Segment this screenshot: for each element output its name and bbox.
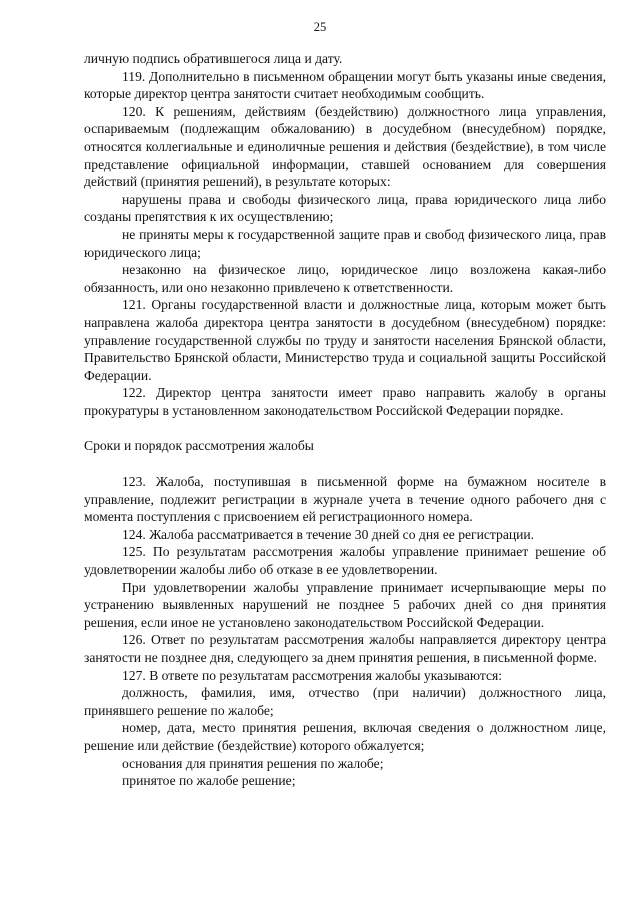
paragraph: незаконно на физическое лицо, юридическое лицо возложена какая-либо обязанность, или оно незаконно привлечено к ответственности. (84, 262, 606, 295)
paragraph: 121. Органы государственной власти и должностные лица, которым может быть направлена жалоба директора центра занятости в досудебном (внесудебном) порядке: управление государственной службы по труду и занятости населения Брянской области, Правительство Брянской области, Министерство труда и социальной защиты Российской Федерации. (84, 297, 606, 383)
paragraph: нарушены права и свободы физического лица, права юридического лица либо созданы препятствия к их осуществлению; (84, 191, 606, 225)
paragraph: не приняты меры к государственной защите прав и свобод физического лица, прав юридического лица; (84, 226, 606, 260)
paragraph: 126. Ответ по результатам рассмотрения жалобы направляется директору центра занятости не позднее дня, следующего за днем принятия решения, в письменной форме. (84, 632, 606, 665)
paragraphs-after-heading (84, 473, 606, 790)
paragraph: личную подпись обратившегося лица и дату. (84, 51, 343, 66)
paragraph: 125. По результатам рассмотрения жалобы управление принимает решение об удовлетворении жалобы либо об отказе в ее удовлетворении. (84, 544, 606, 578)
page-number: 25 (313, 20, 327, 34)
paragraph: основания для принятия решения по жалобе; (122, 755, 384, 771)
paragraph: 127. В ответе по результатам рассмотрения жалобы указываются: (122, 667, 503, 683)
paragraph: При удовлетворении жалобы управление принимает исчерпывающие меры по устранению выявленных нарушений не позднее 5 рабочих дней со дня принятия решения, если иное не установлено законодательством Российской Федерации. (84, 579, 606, 630)
paragraphs-before-heading (84, 50, 606, 419)
paragraph: принятое по жалобе решение; (122, 773, 296, 789)
paragraph: 123. Жалоба, поступившая в письменной форме на бумажном носителе в управление, подлежит регистрации в журнале учета в течение одного рабочего дня с момента поступления с присвоением ей регистрационного номера. (84, 474, 606, 525)
paragraph: 122. Директор центра занятости имеет право направить жалобу в органы прокуратуры в установленном законодательством Российской Федерации порядке. (84, 385, 606, 418)
paragraph: должность, фамилия, имя, отчество (при наличии) должностного лица, принявшего решение по жалобе; (84, 685, 606, 718)
document-body (84, 50, 606, 790)
paragraph: 124. Жалоба рассматривается в течение 30 дней со дня ее регистрации. (122, 526, 535, 542)
paragraph: 120. К решениям, действиям (бездействию) должностного лица управления, оспариваемым (подлежащим обжалованию) в досудебном (внесудебном) порядке, относятся коллегиальные и единоличные решения и действия (бездействие), в том числе представление официальной информации, ставшей основанием для совершения действий (принятия решений), в результате которых: (84, 103, 606, 190)
section-heading: Сроки и порядок рассмотрения жалобы (84, 438, 314, 454)
paragraph: номер, дата, место принятия решения, включая сведения о должностном лице, решение или действие (бездействие) которого обжалуется; (84, 720, 606, 753)
paragraph: 119. Дополнительно в письменном обращении могут быть указаны иные сведения, которые директор центра занятости считает необходимым сообщить. (84, 68, 606, 102)
